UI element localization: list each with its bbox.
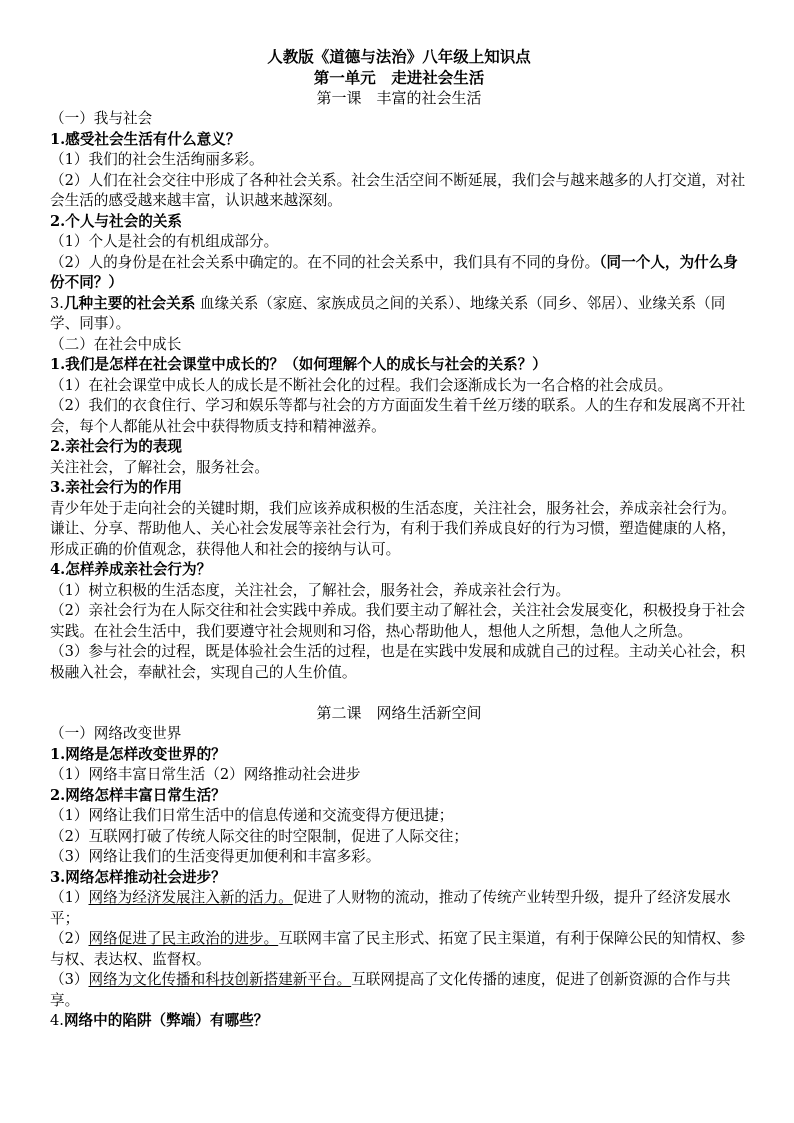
question-heading: 2.网络怎样丰富日常生活？ <box>50 786 226 804</box>
spacer <box>50 683 748 703</box>
bold-heading: 网络中的陷阱（弊端）有哪些？ <box>63 1012 269 1029</box>
answer-text: （3）网络让我们的生活变得更加便利和丰富多彩。 <box>50 848 381 865</box>
answer-text: （1）我们的社会生活绚丽多彩。 <box>50 151 264 168</box>
question-heading: 1.网络是怎样改变世界的？ <box>50 745 226 763</box>
answer-text: （1）个人是社会的有机组成部分。 <box>50 233 279 250</box>
section-heading: （一）网络改变世界 <box>50 725 182 742</box>
answer-text-part: 互联网提高了文化传播的速度，促进了创新资源的合作与共享。 <box>50 971 731 1009</box>
item-number: （2） <box>50 930 89 947</box>
question-heading: 2.个人与社会的关系 <box>50 212 182 230</box>
section-heading: （二）在社会中成长 <box>50 335 182 353</box>
question-heading <box>50 1011 748 1032</box>
lesson-1-title: 第一课 丰富的社会生活 <box>316 89 482 107</box>
bold-question: （同一个人，为什么身份不同？） <box>50 253 738 291</box>
lesson-2-title: 第二课 网络生活新空间 <box>316 704 482 722</box>
answer-text: （1）网络让我们日常生活中的信息传递和交流变得方便迅捷； <box>50 807 454 824</box>
answer-text: （2）亲社会行为在人际交往和社会实践中养成。我们要主动了解社会，关注社会发展变化，积极投身于社会实践。在社会生活中，我们要遵守社会规则和习俗，热心帮助他人，想他人之所想，急他人之所急。 <box>50 602 746 640</box>
answer-text: 青少年处于走向社会的关键时期，我们应该养成积极的生活态度，关注社会，服务社会，养成亲社会行为。谦让、分享、帮助他人、关心社会发展等亲社会行为，有利于我们养成良好的行为习惯，塑造健康的人格，形成正确的价值观念，获得他人和社会的接纳与认可。 <box>50 499 736 558</box>
answer-text-part: 血缘关系（家庭、家族成员之间的关系）、地缘关系（同乡、邻居）、业缘关系（同学、同事）。 <box>50 294 726 332</box>
question-heading: 3.亲社会行为的作用 <box>50 479 182 496</box>
answer-text <box>50 294 748 335</box>
underlined-point: 网络为文化传播和科技创新搭建新平台。 <box>88 971 352 988</box>
question-heading: 3.网络怎样推动社会进步？ <box>50 868 226 886</box>
item-number: 3. <box>50 294 64 312</box>
answer-text: （3）参与社会的过程，既是体验社会生活的过程，也是在实践中发展和成就自己的过程。主动关心社会，积极融入社会，奉献社会，实现自己的人生价值。 <box>50 643 746 681</box>
unit-title: 第一单元 走进社会生活 <box>313 68 485 87</box>
question-heading: 4.怎样养成亲社会行为？ <box>50 561 212 578</box>
answer-text: （2）人们在社会交往中形成了各种社会关系。社会生活空间不断延展，我们会与越来越多的人打交道，对社会生活的感受越来越丰富，认识越来越深刻。 <box>50 171 746 209</box>
item-number: （3） <box>50 971 89 988</box>
section-heading: （一）我与社会 <box>50 110 153 127</box>
question-heading: 1.感受社会生活有什么意义？ <box>50 130 241 148</box>
answer-text: （1）网络丰富日常生活（2）网络推动社会进步 <box>50 766 361 783</box>
answer-text: （2）我们的衣食住行、学习和娱乐等都与社会的方方面面发生着千丝万缕的联系。人的生存和发展离不开社会，每个人都能从社会中获得物质支持和精神滋养。 <box>50 397 746 435</box>
underlined-point: 网络促进了民主政治的进步。 <box>88 930 279 947</box>
document-title: 人教版《道德与法治》八年级上知识点 <box>267 47 531 66</box>
answer-text: （2）互联网打破了传统人际交往的时空限制，促进了人际交往； <box>50 827 468 845</box>
bold-heading: 几种主要的社会关系 <box>63 294 196 312</box>
answer-text <box>50 970 748 1011</box>
answer-text: 关注社会，了解社会，服务社会。 <box>50 458 269 476</box>
answer-text <box>50 253 748 294</box>
answer-text: （1）树立积极的生活态度，关注社会，了解社会，服务社会，养成亲社会行为。 <box>50 581 571 599</box>
answer-text-part: 互联网丰富了民主形式、拓宽了民主渠道，有利于保障公民的知情权、参与权、表达权、监督权。 <box>50 930 746 968</box>
answer-text-part: 促进了人财物的流动，推动了传统产业转型升级，提升了经济发展水平； <box>50 889 731 927</box>
underlined-point: 网络为经济发展注入新的活力。 <box>88 889 293 906</box>
question-heading: 2.亲社会行为的表现 <box>50 438 182 455</box>
question-heading: 1.我们是怎样在社会课堂中成长的？（如何理解个人的成长与社会的关系？） <box>50 356 547 373</box>
item-number: 4. <box>50 1012 64 1029</box>
answer-text <box>50 929 748 970</box>
item-number: （1） <box>50 889 89 906</box>
answer-text: （1）在社会课堂中成长人的成长是不断社会化的过程。我们会逐渐成长为一名合格的社会成员。 <box>50 376 673 394</box>
answer-text <box>50 888 748 929</box>
answer-text-part: （2）人的身份是在社会关系中确定的。在不同的社会关系中，我们具有不同的身份。 <box>50 253 600 271</box>
